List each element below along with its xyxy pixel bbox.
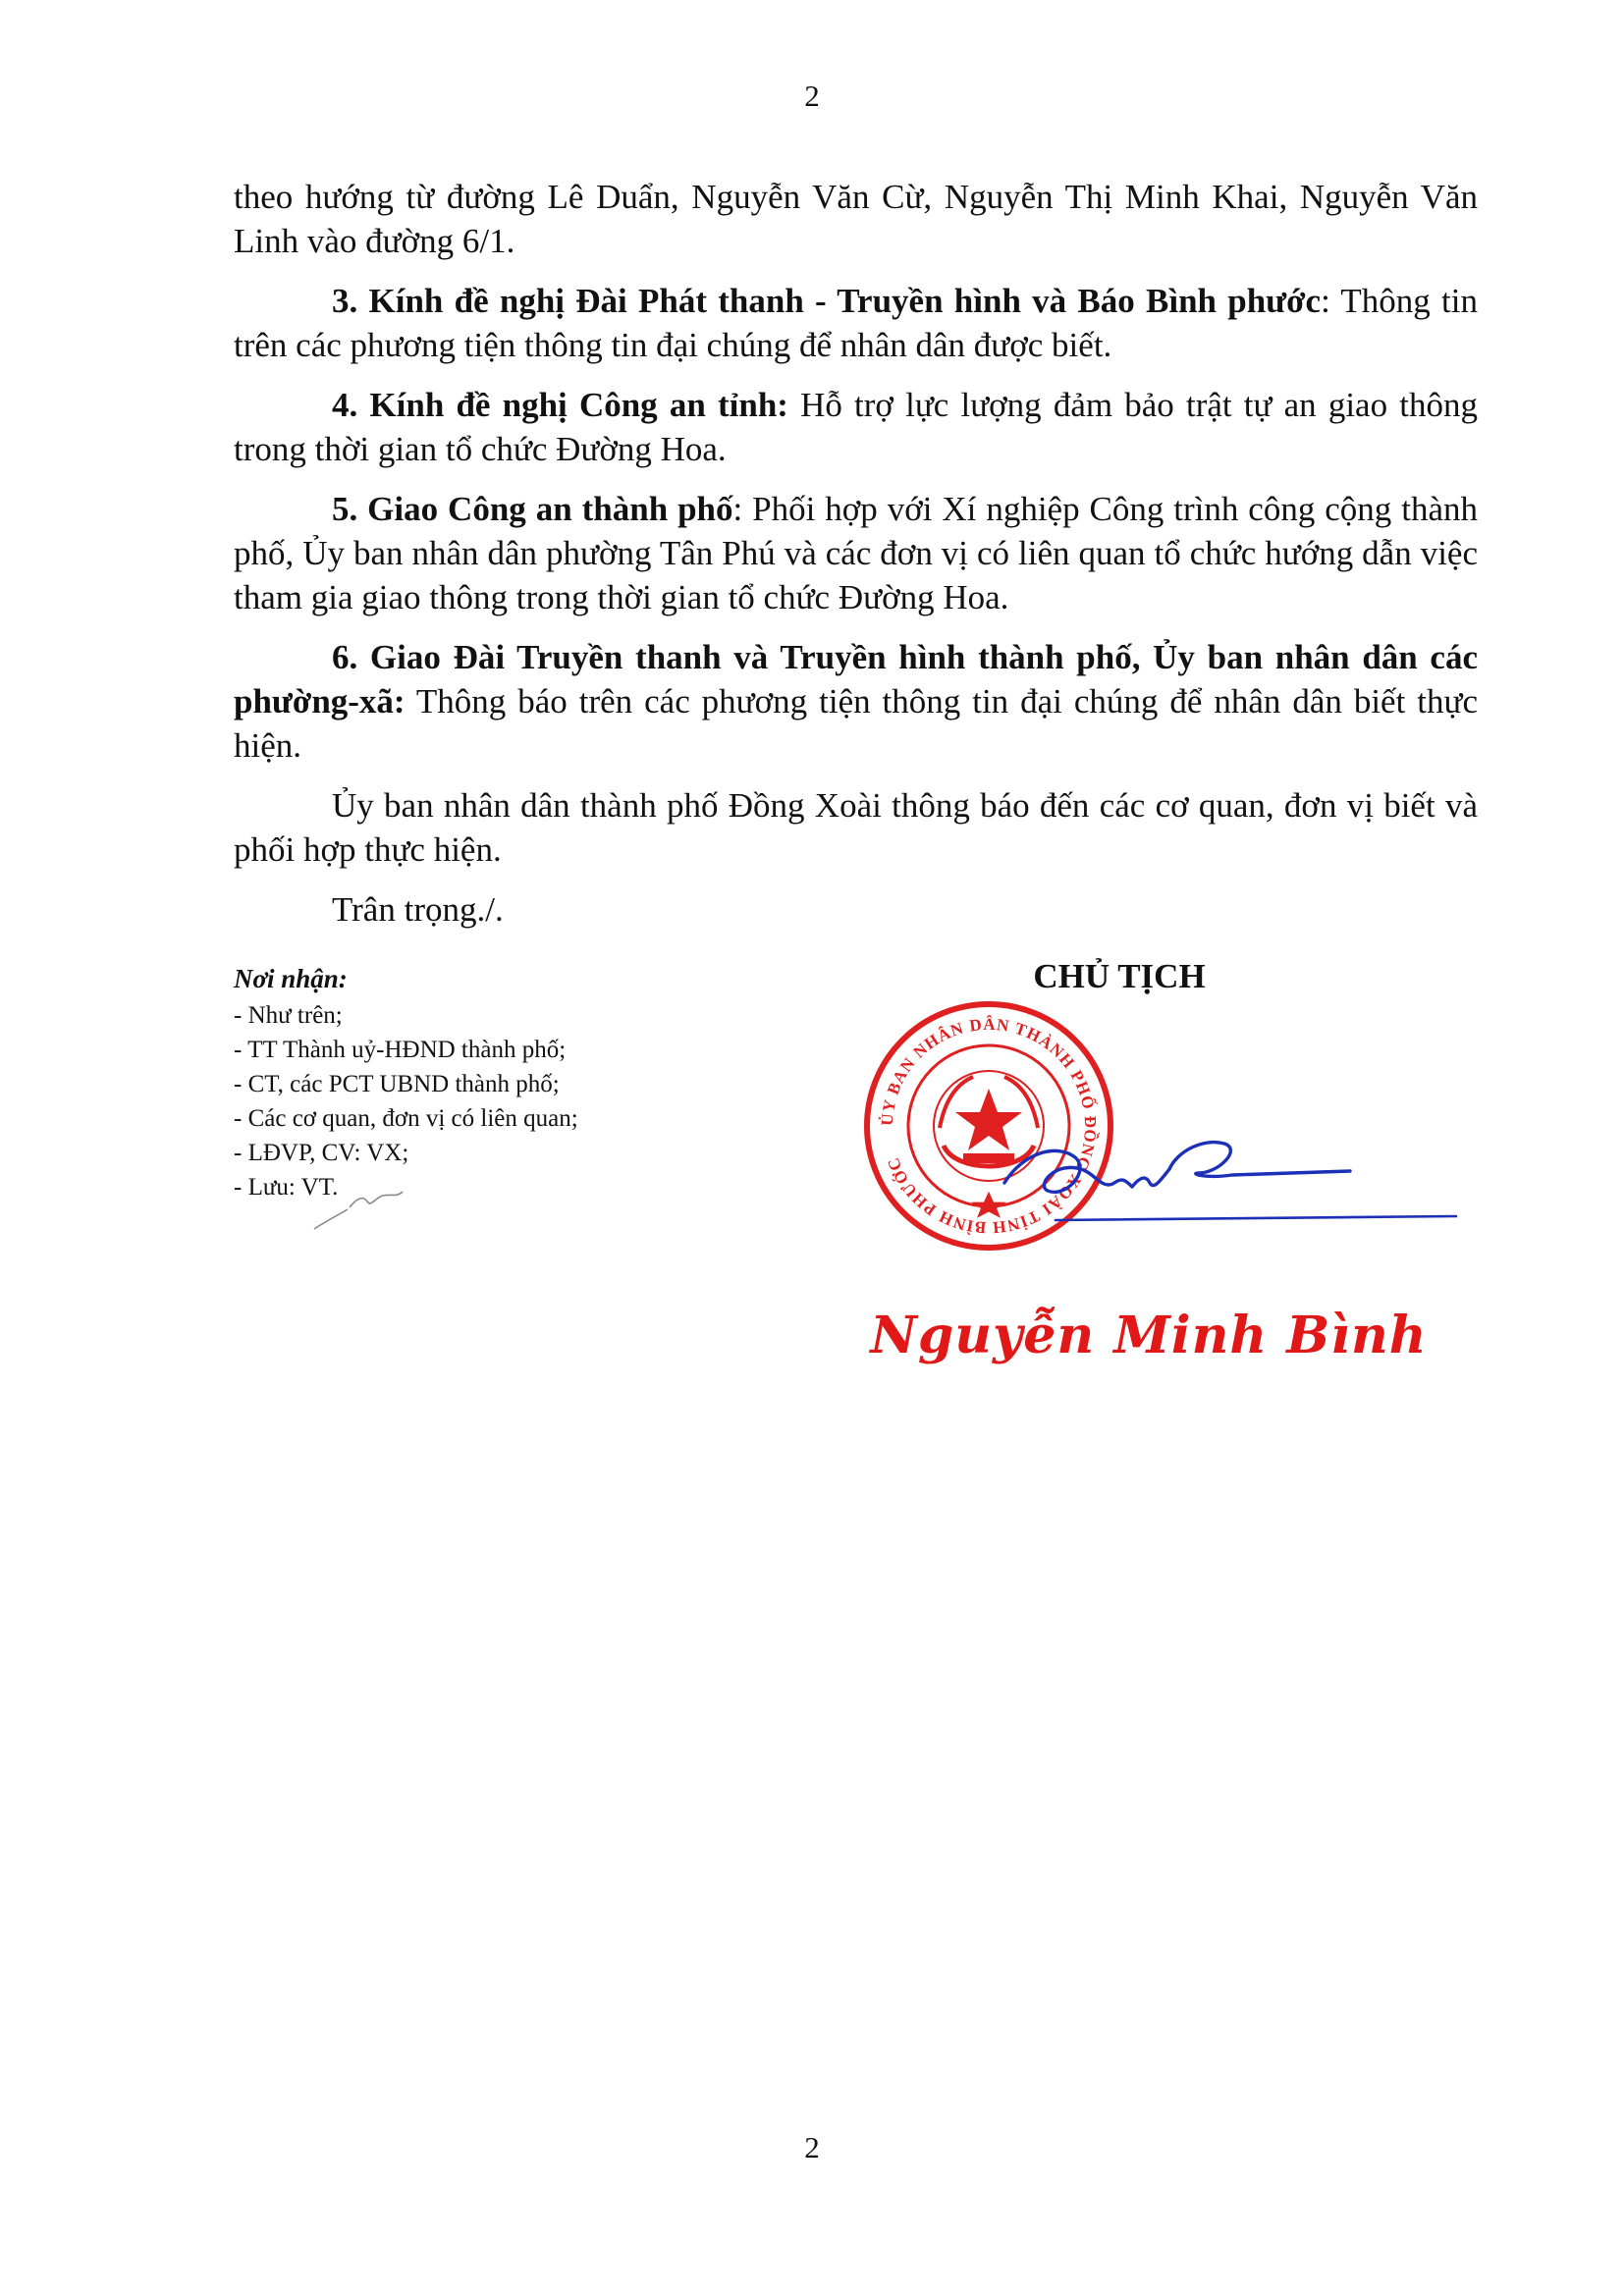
recipient-item: - LĐVP, CV: VX; bbox=[234, 1140, 409, 1166]
page-number-bottom: 2 bbox=[804, 2130, 820, 2164]
page-number-top: 2 bbox=[804, 79, 820, 113]
paragraph-item-4: 4. Kính đề nghị Công an tỉnh: Hỗ trợ lực lượng đảm bảo trật tự an giao thông trong thời gian tổ chức Đường Hoa. bbox=[234, 386, 1478, 468]
paragraph-item-5: 5. Giao Công an thành phố: Phối hợp với Xí nghiệp Công trình công cộng thành phố, Ủy ban nhân dân phường Tân Phú và các đơn vị có liên quan tổ chức hướng dẫn việc tham gia giao thông trong thời gian tổ chức Đường Hoa. bbox=[234, 490, 1478, 616]
paragraph-lead: 3. Kính đề nghị Đài Phát thanh - Truyền hình và Báo Bình phước bbox=[332, 282, 1322, 320]
signer-name: Nguyễn Minh Bình bbox=[870, 1306, 1428, 1365]
paragraph-closing-notice: Ủy ban nhân dân thành phố Đồng Xoài thông báo đến các cơ quan, đơn vị biết và phối hợp thực hiện. bbox=[234, 786, 1478, 869]
recipient-item: - Các cơ quan, đơn vị có liên quan; bbox=[234, 1105, 578, 1132]
paragraph-continuation: theo hướng từ đường Lê Duẩn, Nguyễn Văn Cừ, Nguyễn Thị Minh Khai, Nguyễn Văn Linh vào đường 6/1. bbox=[234, 178, 1478, 260]
recipients-list bbox=[234, 998, 744, 1204]
document-body bbox=[234, 175, 1478, 947]
paragraph-lead: 6. Giao Đài Truyền thanh và Truyền hình thành phố, Ủy ban nhân dân các phường-xã: bbox=[234, 638, 1478, 721]
recipient-item: - Lưu: VT. bbox=[234, 1174, 339, 1201]
initials-mark bbox=[312, 1186, 410, 1235]
recipient-item: - CT, các PCT UBND thành phố; bbox=[234, 1071, 560, 1097]
recipients-block bbox=[234, 962, 744, 1204]
recipient-item: - TT Thành uỷ-HĐND thành phố; bbox=[234, 1037, 567, 1063]
handwritten-signature bbox=[997, 1122, 1458, 1230]
recipients-title: Nơi nhận: bbox=[234, 964, 348, 993]
paragraph-regards: Trân trọng./. bbox=[332, 890, 504, 929]
signature-block bbox=[844, 957, 1453, 1409]
paragraph-item-3: 3. Kính đề nghị Đài Phát thanh - Truyền hình và Báo Bình phước: Thông tin trên các phương tiện thông tin đại chúng để nhân dân được biết. bbox=[234, 282, 1479, 364]
recipient-item: - Như trên; bbox=[234, 1002, 343, 1029]
paragraph-item-6: 6. Giao Đài Truyền thanh và Truyền hình thành phố, Ủy ban nhân dân các phường-xã: Thông báo trên các phương tiện thông tin đại chúng để nhân dân biết thực hiện. bbox=[234, 638, 1478, 765]
paragraph-lead: 5. Giao Công an thành phố bbox=[332, 490, 733, 528]
svg-text:ỦY BAN NHÂN DÂN THÀNH PHỐ ĐỒNG: ỦY BAN NHÂN DÂN THÀNH PHỐ ĐỒNG XOÀI TỈNH BÌNH PHƯỚC bbox=[877, 1014, 1101, 1238]
signer-title: CHỦ TỊCH bbox=[1033, 957, 1206, 995]
paragraph-lead: 4. Kính đề nghị Công an tỉnh: bbox=[332, 386, 788, 424]
